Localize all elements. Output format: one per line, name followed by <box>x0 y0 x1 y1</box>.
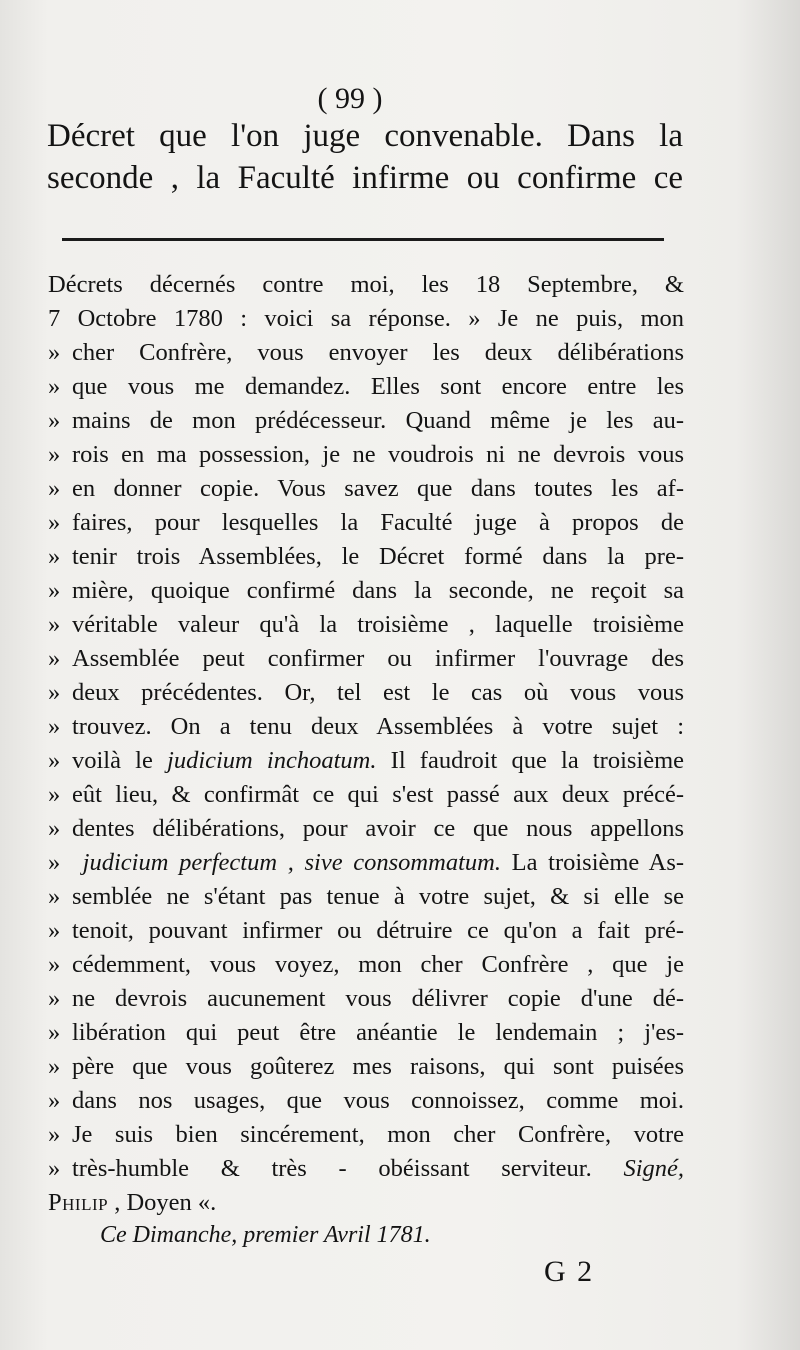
dateline: Ce Dimanche, premier Avril 1781. <box>100 1222 431 1248</box>
line-text: tenir trois Assemblées, le Décret formé dans la pre- <box>72 543 684 570</box>
text-line <box>48 880 684 914</box>
text-line <box>48 1118 684 1152</box>
text-line <box>48 1152 684 1186</box>
line-text: Assemblée peut confirmer ou infirmer l'ouvrage des <box>72 645 684 672</box>
quote-mark: » <box>48 917 61 944</box>
text-line <box>48 744 684 778</box>
quote-mark: » <box>48 815 61 842</box>
quote-mark: » <box>48 611 61 638</box>
text-line <box>48 846 684 880</box>
text-line <box>48 1084 684 1118</box>
letter-body <box>48 268 684 1220</box>
line-text: tenoit, pouvant infirmer ou détruire ce qu'on a fait pré- <box>72 917 684 944</box>
quote-mark: » <box>48 679 61 706</box>
text-line <box>48 778 684 812</box>
text-line <box>48 710 684 744</box>
section-rule <box>62 238 664 241</box>
line-text: semblée ne s'étant pas tenue à votre sujet, & si elle se <box>72 883 684 910</box>
quote-mark: » <box>48 951 61 978</box>
line-text: mière, quoique confirmé dans la seconde, ne reçoit sa <box>72 577 684 604</box>
quote-mark: » <box>48 407 61 434</box>
line-text: libération qui peut être anéantie le lendemain ; j'es- <box>72 1019 684 1046</box>
line-text: en donner copie. Vous savez que dans toutes les af- <box>72 475 684 502</box>
author-name: Philip <box>48 1189 109 1216</box>
text-line <box>48 404 684 438</box>
line-text: eût lieu, & confirmât ce qui s'est passé aux deux précé- <box>72 781 684 808</box>
line-text: deux précédentes. Or, tel est le cas où vous vous <box>72 679 684 706</box>
quote-mark: » <box>48 339 61 366</box>
quote-mark: » <box>48 849 61 876</box>
line-text: cédemment, vous voyez, mon cher Confrère , que je <box>72 951 684 978</box>
quote-mark: » <box>48 543 61 570</box>
quote-mark: » <box>48 1155 61 1182</box>
text-line <box>48 982 684 1016</box>
text-line <box>48 1186 684 1220</box>
text-line <box>48 948 684 982</box>
text-line <box>48 302 684 336</box>
line-text: véritable valeur qu'à la troisième , laquelle troisième <box>72 611 684 638</box>
line-text: dans nos usages, que vous connoissez, comme moi. <box>72 1087 684 1114</box>
header-line-1: Décret que l'on juge convenable. Dans la <box>47 118 683 154</box>
text-line <box>48 540 684 574</box>
quote-mark: » <box>48 645 61 672</box>
quote-mark: » <box>48 985 61 1012</box>
line-text: Je suis bien sincérement, mon cher Confrère, votre <box>72 1121 684 1148</box>
line-text-cont: , Doyen «. <box>114 1189 217 1216</box>
line-text: père que vous goûterez mes raisons, qui sont puisées <box>72 1053 684 1080</box>
quote-mark: » <box>48 1019 61 1046</box>
quote-mark: » <box>48 747 61 774</box>
line-text: 7 Octobre 1780 : voici sa réponse. » Je ne puis, mon <box>48 305 684 332</box>
text-line <box>48 574 684 608</box>
line-text: voilà le <box>72 747 153 774</box>
line-text: Décrets décernés contre moi, les 18 Septembre, & <box>48 271 684 298</box>
text-line <box>48 812 684 846</box>
quote-mark: » <box>48 475 61 502</box>
text-line <box>48 608 684 642</box>
header-line-2: seconde , la Faculté infirme ou confirme ce <box>47 160 683 196</box>
quote-mark: » <box>48 781 61 808</box>
text-line <box>48 438 684 472</box>
quote-mark: » <box>48 509 61 536</box>
line-text: très-humble & très - obéissant serviteur. <box>72 1155 592 1182</box>
text-line <box>48 1050 684 1084</box>
quote-mark: » <box>48 577 61 604</box>
line-text: faires, pour lesquelles la Faculté juge à propos de <box>72 509 684 536</box>
signature-mark: G 2 <box>544 1255 595 1288</box>
line-text: trouvez. On a tenu deux Assemblées à votre sujet : <box>72 713 684 740</box>
text-line <box>48 1016 684 1050</box>
text-line <box>48 336 684 370</box>
text-line <box>48 370 684 404</box>
quote-mark: » <box>48 713 61 740</box>
text-line <box>48 472 684 506</box>
page-number: ( 99 ) <box>317 82 383 115</box>
latin-phrase: Signé, <box>623 1155 685 1182</box>
latin-phrase: judicium inchoatum. <box>167 747 377 774</box>
line-text: dentes délibérations, pour avoir ce que nous appellons <box>72 815 684 842</box>
quote-mark: » <box>48 441 61 468</box>
quote-mark: » <box>48 883 61 910</box>
line-text: cher Confrère, vous envoyer les deux délibérations <box>72 339 684 366</box>
quote-mark: » <box>48 373 61 400</box>
text-line <box>48 642 684 676</box>
quote-mark: » <box>48 1053 61 1080</box>
text-line <box>48 914 684 948</box>
latin-phrase: judicium perfectum , sive consommatum. <box>82 849 501 876</box>
line-text-cont: Il faudroit que la troisième <box>390 747 685 774</box>
line-text: mains de mon prédécesseur. Quand même je les au- <box>72 407 684 434</box>
text-line <box>48 506 684 540</box>
line-text: rois en ma possession, je ne voudrois ni ne devrois vous <box>72 441 684 468</box>
line-text: ne devrois aucunement vous délivrer copie d'une dé- <box>72 985 684 1012</box>
line-text: que vous me demandez. Elles sont encore entre les <box>72 373 684 400</box>
text-line <box>48 676 684 710</box>
text-line <box>48 268 684 302</box>
quote-mark: » <box>48 1121 61 1148</box>
quote-mark: » <box>48 1087 61 1114</box>
line-text-cont: La troisième As- <box>511 849 685 876</box>
